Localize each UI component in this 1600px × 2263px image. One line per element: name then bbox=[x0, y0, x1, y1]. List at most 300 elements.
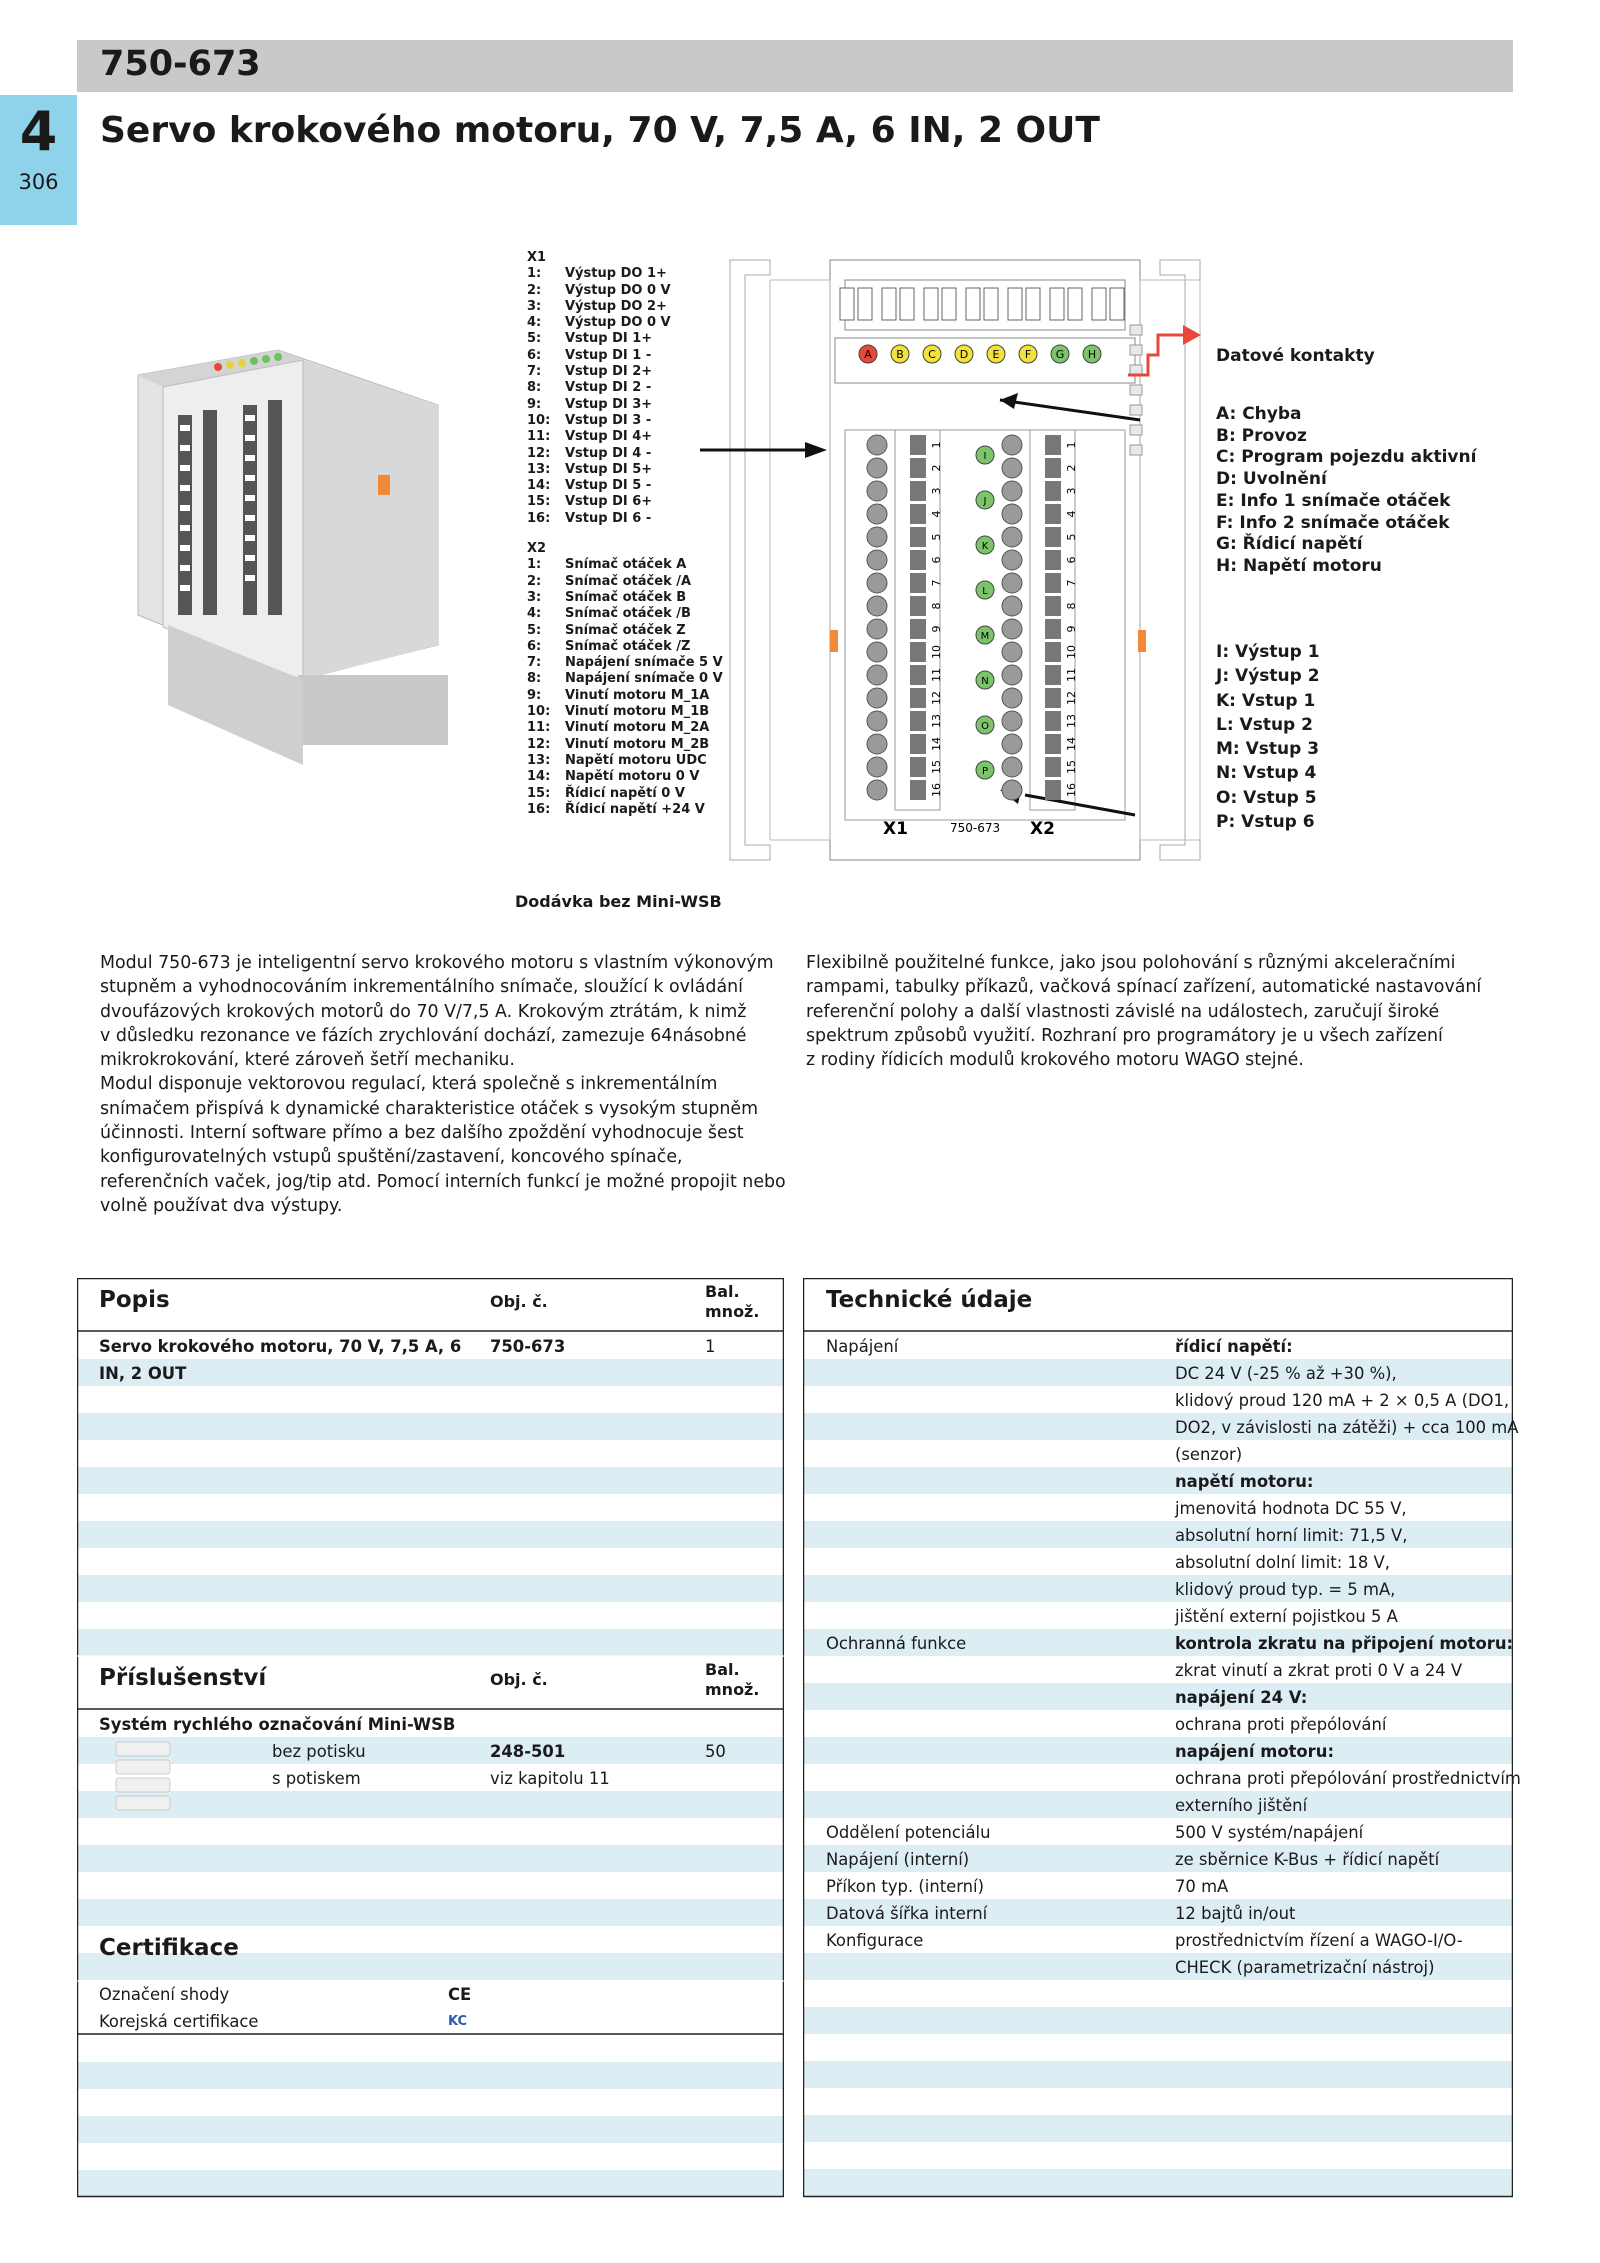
tech-value: DC 24 V (-25 % až +30 %), bbox=[1175, 1364, 1397, 1383]
terminal-x2-9 bbox=[1002, 619, 1022, 639]
pin-function: Vstup DI 1 - bbox=[565, 347, 652, 363]
tech-value: absolutní horní limit: 71,5 V, bbox=[1175, 1526, 1408, 1545]
led-legend-item-6: G: Řídicí napětí bbox=[1216, 534, 1363, 555]
table-row-bg bbox=[77, 1845, 784, 1872]
io-legend-item-4: M: Vstup 3 bbox=[1216, 739, 1320, 760]
table-row-bg bbox=[77, 1764, 784, 1791]
pin-number: 15: bbox=[527, 494, 551, 510]
terminal-x1-13 bbox=[867, 711, 887, 731]
tech-label: Napájení bbox=[826, 1337, 899, 1356]
accessory-label-1: s potiskem bbox=[272, 1769, 361, 1788]
x2-pin-13 bbox=[527, 753, 723, 769]
tech-value: klidový proud typ. = 5 mA, bbox=[1175, 1580, 1396, 1599]
table-row-bg bbox=[803, 1467, 1513, 1494]
pin-function: Snímač otáček A bbox=[565, 557, 687, 573]
table-row-bg bbox=[803, 1683, 1513, 1710]
pin-number: 8: bbox=[527, 380, 542, 396]
product-photo bbox=[108, 345, 476, 775]
body-text-left bbox=[100, 951, 790, 1218]
terminal-x2-1 bbox=[1002, 435, 1022, 455]
pin-function: Řídicí napětí 0 V bbox=[565, 785, 685, 801]
table-row-bg bbox=[77, 2143, 784, 2170]
body-right-line-2: referenční polohy a další vlastnosti závislé na událostech, zaručují široké bbox=[806, 1001, 1440, 1022]
terminal-lever bbox=[1045, 458, 1061, 478]
terminal-lever bbox=[1045, 435, 1061, 455]
pin-number: 14: bbox=[527, 769, 551, 785]
terminal-lever bbox=[1045, 596, 1061, 616]
pin-function: Vstup DI 2 - bbox=[565, 380, 652, 396]
pin-number: 15: bbox=[527, 785, 551, 801]
pin-function: Napětí motoru UDC bbox=[565, 752, 707, 768]
terminal-lever bbox=[910, 688, 926, 708]
body-right-line-3: spektrum způsobů využití. Rozhraní pro programátory je u všech zařízení bbox=[806, 1025, 1443, 1046]
terminal-x1-15 bbox=[867, 757, 887, 777]
pin-function: Vstup DI 5+ bbox=[565, 461, 653, 477]
tech-label: Ochranná funkce bbox=[826, 1634, 967, 1653]
led-label: C bbox=[928, 348, 936, 361]
body-left-line-4: mikrokrokování, které zároveň šetří mechaniku. bbox=[100, 1050, 515, 1071]
table-row-bg bbox=[77, 2089, 784, 2116]
x2-pin-10 bbox=[527, 704, 723, 720]
terminal-lever bbox=[1045, 688, 1061, 708]
tech-value: ochrana proti přepólování bbox=[1175, 1715, 1387, 1734]
pin-number: 6: bbox=[527, 347, 542, 363]
terminal-lever bbox=[910, 665, 926, 685]
pin-number: 12: bbox=[527, 445, 551, 461]
led-legend-item-1: B: Provoz bbox=[1216, 425, 1307, 446]
terminal-x2-14 bbox=[1002, 734, 1022, 754]
body-left-line-10: volně používat dva výstupy. bbox=[100, 1195, 343, 1216]
accessory-qty-0: 50 bbox=[705, 1742, 726, 1761]
x2-pin-3 bbox=[527, 590, 723, 606]
body-left-line-6: snímačem přispívá k dynamické charakteristice otáček s vysokým stupněm bbox=[100, 1098, 759, 1119]
pin-number: 7: bbox=[527, 655, 542, 671]
led-legend-item-4: E: Info 1 snímače otáček bbox=[1216, 490, 1451, 511]
terminal-lever bbox=[1045, 504, 1061, 524]
terminal-lever bbox=[910, 573, 926, 593]
pin-function: Vstup DI 1+ bbox=[565, 331, 653, 347]
body-text-right bbox=[806, 951, 1506, 1072]
pin-function: Napájení snímače 0 V bbox=[565, 671, 723, 687]
led-label: B bbox=[896, 348, 904, 361]
x1-pin-5 bbox=[527, 331, 723, 347]
body-left-line-0: Modul 750-673 je inteligentní servo krokového motoru s vlastním výkonovým bbox=[100, 953, 774, 973]
terminal-lever bbox=[910, 481, 926, 501]
terminal-x2-11 bbox=[1002, 665, 1022, 685]
io-led-label: L bbox=[982, 586, 988, 597]
x1-pin-13 bbox=[527, 462, 723, 478]
terminal-number: 10 bbox=[930, 645, 943, 659]
terminal-lever bbox=[1045, 734, 1061, 754]
pin-function: Vstup DI 3 - bbox=[565, 412, 652, 428]
mini-wsb-image bbox=[112, 1738, 174, 1818]
terminal-lever bbox=[1045, 527, 1061, 547]
body-left-line-1: stupněm a vyhodnocováním inkrementálního snímače, sloužící k ovládání bbox=[100, 977, 743, 998]
terminal-lever bbox=[1045, 780, 1061, 800]
terminal-number: 15 bbox=[1065, 760, 1078, 774]
tech-value: napájení motoru: bbox=[1175, 1742, 1334, 1761]
terminal-x1-12 bbox=[867, 688, 887, 708]
terminal-number: 15 bbox=[930, 760, 943, 774]
table-row-bg bbox=[77, 1629, 784, 1656]
io-legend-item-7: P: Vstup 6 bbox=[1216, 812, 1315, 833]
x2-title: X2 bbox=[527, 541, 547, 557]
pin-number: 11: bbox=[527, 720, 551, 736]
table-row-bg bbox=[77, 1548, 784, 1575]
led-legend-item-2: C: Program pojezdu aktivní bbox=[1216, 447, 1477, 468]
table-row-bg bbox=[803, 1602, 1513, 1629]
io-led-label: K bbox=[981, 541, 989, 552]
terminal-x1-2 bbox=[867, 458, 887, 478]
x1-pin-1 bbox=[527, 266, 723, 282]
tech-value: ze sběrnice K-Bus + řídicí napětí bbox=[1175, 1850, 1440, 1869]
tech-value: napájení 24 V: bbox=[1175, 1688, 1308, 1707]
popis-item-qty: 1 bbox=[705, 1337, 716, 1356]
page-number: 306 bbox=[18, 170, 59, 194]
x1-pin-4 bbox=[527, 315, 723, 331]
pin-function: Snímač otáček Z bbox=[565, 622, 686, 638]
terminal-lever bbox=[910, 504, 926, 524]
x1-pin-15 bbox=[527, 494, 723, 510]
terminal-lever bbox=[910, 550, 926, 570]
terminal-lever bbox=[910, 458, 926, 478]
table-row-bg bbox=[803, 1440, 1513, 1467]
popis-col-obj: Obj. č. bbox=[490, 1292, 548, 1311]
cert-label-1: Korejská certifikace bbox=[99, 2012, 259, 2031]
x2-pin-8 bbox=[527, 671, 723, 687]
pin-number: 9: bbox=[527, 687, 542, 703]
table-row-bg bbox=[803, 2007, 1513, 2034]
terminal-x1-5 bbox=[867, 527, 887, 547]
accessory-label-0: bez potisku bbox=[272, 1742, 366, 1761]
popis-item-line1: Servo krokového motoru, 70 V, 7,5 A, 6 bbox=[99, 1337, 462, 1356]
terminal-lever bbox=[910, 642, 926, 662]
certifikace-title: Certifikace bbox=[99, 1935, 239, 1961]
io-led-label: P bbox=[981, 766, 989, 777]
terminal-x2-5 bbox=[1002, 527, 1022, 547]
tech-value: externího jištění bbox=[1175, 1796, 1308, 1815]
led-label: D bbox=[959, 348, 969, 361]
data-contacts-label: Datové kontakty bbox=[1216, 346, 1375, 366]
pin-function: Vinutí motoru M_2A bbox=[565, 720, 710, 736]
table-row-bg bbox=[77, 2116, 784, 2143]
terminal-number: 2 bbox=[1065, 464, 1078, 472]
terminal-number: 16 bbox=[930, 783, 943, 797]
terminal-number: 8 bbox=[1065, 602, 1078, 610]
pin-number: 4: bbox=[527, 315, 542, 331]
left-table-bg bbox=[77, 1278, 784, 2198]
table-row-bg bbox=[77, 1872, 784, 1899]
terminal-number: 4 bbox=[930, 510, 943, 518]
pin-function: Výstup DO 2+ bbox=[565, 298, 667, 314]
table-row-bg bbox=[77, 2035, 784, 2062]
pin-number: 11: bbox=[527, 429, 551, 445]
io-legend-item-2: K: Vstup 1 bbox=[1216, 690, 1316, 711]
led-legend-item-0: A: Chyba bbox=[1216, 404, 1302, 424]
table-row-bg bbox=[803, 1791, 1513, 1818]
terminal-number: 11 bbox=[1065, 668, 1078, 682]
terminal-x1-11 bbox=[867, 665, 887, 685]
table-row-bg bbox=[77, 1791, 784, 1818]
terminal-number: 9 bbox=[930, 625, 943, 633]
pin-function: Vinutí motoru M_1B bbox=[565, 704, 710, 720]
x1-pin-9 bbox=[527, 397, 723, 413]
led-legend-item-7: H: Napětí motoru bbox=[1216, 555, 1382, 576]
tech-label: Datová šířka interní bbox=[826, 1904, 988, 1923]
terminal-lever bbox=[910, 757, 926, 777]
terminal-x2-6 bbox=[1002, 550, 1022, 570]
terminal-lever bbox=[910, 596, 926, 616]
tech-value: (senzor) bbox=[1175, 1445, 1243, 1464]
table-row-bg bbox=[803, 1575, 1513, 1602]
x1-pin-16 bbox=[527, 511, 723, 527]
pin-number: 12: bbox=[527, 736, 551, 752]
table-row-bg bbox=[803, 2088, 1513, 2115]
table-row-bg bbox=[803, 2169, 1513, 2196]
pin-number: 3: bbox=[527, 298, 542, 314]
io-legend-item-5: N: Vstup 4 bbox=[1216, 763, 1317, 784]
io-legend-item-0: I: Výstup 1 bbox=[1216, 642, 1320, 662]
terminal-lever bbox=[1045, 619, 1061, 639]
pin-function: Napájení snímače 5 V bbox=[565, 655, 723, 671]
io-legend-item-1: J: Výstup 2 bbox=[1216, 666, 1320, 687]
tech-value: jištění externí pojistkou 5 A bbox=[1175, 1607, 1398, 1626]
terminal-x1-10 bbox=[867, 642, 887, 662]
pin-number: 10: bbox=[527, 412, 551, 428]
table-row-bg bbox=[803, 2142, 1513, 2169]
pin-number: 16: bbox=[527, 801, 551, 817]
pin-number: 7: bbox=[527, 364, 542, 380]
table-row-bg bbox=[77, 1521, 784, 1548]
table-row-bg bbox=[77, 1386, 784, 1413]
table-row-bg bbox=[803, 2115, 1513, 2142]
terminal-x1-8 bbox=[867, 596, 887, 616]
terminal-x2-8 bbox=[1002, 596, 1022, 616]
tech-value: 12 bajtů in/out bbox=[1175, 1904, 1296, 1923]
pin-function: Výstup DO 0 V bbox=[565, 282, 671, 298]
pinout-list bbox=[527, 250, 723, 818]
terminal-number: 13 bbox=[1065, 714, 1078, 728]
accessory-code-1: viz kapitolu 11 bbox=[490, 1769, 610, 1788]
table-row-bg bbox=[77, 1440, 784, 1467]
terminal-number: 6 bbox=[930, 556, 943, 564]
terminal-number: 14 bbox=[930, 737, 943, 751]
prislusenstvi-col-bal: Bal. množ. bbox=[705, 1660, 760, 1699]
table-row-bg bbox=[77, 1467, 784, 1494]
terminal-x1-1 bbox=[867, 435, 887, 455]
tech-value: jmenovitá hodnota DC 55 V, bbox=[1175, 1499, 1407, 1518]
tech-label: Oddělení potenciálu bbox=[826, 1823, 991, 1842]
pin-number: 6: bbox=[527, 638, 542, 654]
table-row-bg bbox=[77, 1413, 784, 1440]
x2-label: X2 bbox=[1030, 819, 1055, 839]
tech-value: DO2, v závislosti na zátěži) + cca 100 mA bbox=[1175, 1418, 1519, 1437]
terminal-x1-3 bbox=[867, 481, 887, 501]
terminal-number: 10 bbox=[1065, 645, 1078, 659]
terminal-number: 5 bbox=[1065, 533, 1078, 541]
x1-pin-11 bbox=[527, 429, 723, 445]
tech-value: 70 mA bbox=[1175, 1877, 1229, 1896]
table-row-bg bbox=[77, 1494, 784, 1521]
tech-value: absolutní dolní limit: 18 V, bbox=[1175, 1553, 1390, 1572]
terminal-number: 13 bbox=[930, 714, 943, 728]
table-row-bg bbox=[77, 1602, 784, 1629]
model-label: 750-673 bbox=[950, 821, 1001, 835]
terminal-number: 1 bbox=[1065, 441, 1078, 449]
table-row-bg bbox=[803, 1737, 1513, 1764]
terminal-x2-16 bbox=[1002, 780, 1022, 800]
popis-item-line2: IN, 2 OUT bbox=[99, 1364, 187, 1383]
x1-pin-10 bbox=[527, 413, 723, 429]
led-label: F bbox=[1024, 348, 1032, 361]
x1-label: X1 bbox=[883, 819, 908, 839]
tech-value: prostřednictvím řízení a WAGO-I/O- bbox=[1175, 1931, 1463, 1950]
terminal-x1-16 bbox=[867, 780, 887, 800]
tech-value: řídicí napětí: bbox=[1175, 1337, 1293, 1356]
tech-value: klidový proud 120 mA + 2 × 0,5 A (DO1, bbox=[1175, 1391, 1510, 1410]
diagram-body bbox=[700, 260, 1201, 860]
pin-number: 13: bbox=[527, 752, 551, 768]
pin-function: Snímač otáček B bbox=[565, 589, 687, 605]
x1-pin-3 bbox=[527, 299, 723, 315]
pin-number: 9: bbox=[527, 396, 542, 412]
terminal-x1-7 bbox=[867, 573, 887, 593]
terminal-lever bbox=[1045, 481, 1061, 501]
body-right-line-0: Flexibilně použitelné funkce, jako jsou polohování s různými akceleračními bbox=[806, 953, 1456, 973]
terminal-number: 11 bbox=[930, 668, 943, 682]
popis-title: Popis bbox=[99, 1287, 170, 1313]
terminal-x2-4 bbox=[1002, 504, 1022, 524]
io-led-label: N bbox=[981, 676, 989, 687]
pin-function: Vinutí motoru M_2B bbox=[565, 736, 710, 752]
prislusenstvi-subtitle: Systém rychlého označování Mini-WSB bbox=[99, 1715, 456, 1734]
pin-function: Výstup DO 1+ bbox=[565, 266, 667, 282]
io-led-label: O bbox=[981, 721, 989, 732]
terminal-number: 12 bbox=[930, 691, 943, 705]
ce-mark-icon: CE bbox=[448, 1985, 472, 2004]
terminal-number: 3 bbox=[930, 487, 943, 495]
terminal-lever bbox=[910, 619, 926, 639]
x2-pin-16 bbox=[527, 802, 723, 818]
pin-number: 14: bbox=[527, 478, 551, 494]
body-left-line-2: dvoufázových krokových motorů do 70 V/7,5 A. Krokovým ztrátám, k nimž bbox=[100, 1001, 747, 1022]
photo-caption: Dodávka bez Mini-WSB bbox=[515, 892, 722, 911]
pin-number: 4: bbox=[527, 606, 542, 622]
pin-number: 2: bbox=[527, 282, 542, 298]
terminal-number: 3 bbox=[1065, 487, 1078, 495]
tech-title: Technické údaje bbox=[826, 1287, 1033, 1313]
led-label: A bbox=[864, 348, 872, 361]
terminal-lever bbox=[1045, 665, 1061, 685]
prislusenstvi-title: Příslušenství bbox=[99, 1665, 267, 1691]
pin-number: 2: bbox=[527, 573, 542, 589]
module-illustration bbox=[138, 350, 448, 765]
table-row-bg bbox=[803, 1548, 1513, 1575]
terminal-number: 9 bbox=[1065, 625, 1078, 633]
x1-pin-7 bbox=[527, 364, 723, 380]
tech-label: Příkon typ. (interní) bbox=[826, 1877, 985, 1896]
terminal-number: 12 bbox=[1065, 691, 1078, 705]
pin-number: 1: bbox=[527, 557, 542, 573]
accessory-code-0: 248-501 bbox=[490, 1742, 566, 1761]
x2-pin-5 bbox=[527, 623, 723, 639]
terminal-x2-10 bbox=[1002, 642, 1022, 662]
led-legend-item-5: F: Info 2 snímače otáček bbox=[1216, 512, 1450, 533]
table-row-bg bbox=[77, 2170, 784, 2197]
pin-number: 5: bbox=[527, 331, 542, 347]
tech-label: Napájení (interní) bbox=[826, 1850, 970, 1869]
io-legend bbox=[1216, 640, 1320, 834]
terminal-number: 16 bbox=[1065, 783, 1078, 797]
x2-pin-6 bbox=[527, 639, 723, 655]
terminal-number: 7 bbox=[930, 579, 943, 587]
pin-function: Snímač otáček /Z bbox=[565, 638, 691, 654]
x1-pin-14 bbox=[527, 478, 723, 494]
pin-function: Napětí motoru 0 V bbox=[565, 769, 700, 785]
body-left-line-8: konfigurovatelných vstupů spuštění/zastavení, koncového spínače, bbox=[100, 1147, 683, 1168]
terminal-lever bbox=[910, 435, 926, 455]
terminal-number: 5 bbox=[930, 533, 943, 541]
pin-number: 10: bbox=[527, 704, 551, 720]
body-right-line-4: z rodiny řídicích modulů krokového motoru WAGO stejné. bbox=[806, 1050, 1304, 1071]
led-legend bbox=[1216, 404, 1476, 578]
terminal-x2-2 bbox=[1002, 458, 1022, 478]
terminal-lever bbox=[910, 734, 926, 754]
body-right-line-1: rampami, tabulky příkazů, vačková spínací zařízení, automatické nastavování bbox=[806, 977, 1482, 998]
x2-pin-15 bbox=[527, 786, 723, 802]
x2-pin-7 bbox=[527, 655, 723, 671]
terminal-x2-13 bbox=[1002, 711, 1022, 731]
x1-pin-8 bbox=[527, 380, 723, 396]
terminal-number: 7 bbox=[1065, 579, 1078, 587]
pin-function: Vstup DI 6+ bbox=[565, 494, 653, 510]
io-led-label: M bbox=[980, 631, 990, 642]
product-title: Servo krokového motoru, 70 V, 7,5 A, 6 IN, 2 OUT bbox=[100, 110, 1100, 151]
terminal-number: 4 bbox=[1065, 510, 1078, 518]
x1-pin-6 bbox=[527, 348, 723, 364]
terminal-lever bbox=[1045, 711, 1061, 731]
table-row-bg bbox=[803, 1332, 1513, 1359]
table-row-bg bbox=[77, 2062, 784, 2089]
table-row-bg bbox=[803, 2061, 1513, 2088]
pin-function: Výstup DO 0 V bbox=[565, 315, 671, 331]
led-label: H bbox=[1087, 348, 1097, 361]
x2-pin-4 bbox=[527, 606, 723, 622]
pin-function: Vstup DI 5 - bbox=[565, 478, 652, 494]
terminal-number: 14 bbox=[1065, 737, 1078, 751]
x2-pin-2 bbox=[527, 574, 723, 590]
tech-label: Konfigurace bbox=[826, 1931, 924, 1950]
product-code: 750-673 bbox=[100, 44, 261, 84]
terminal-number: 1 bbox=[930, 441, 943, 449]
body-left-line-3: v důsledku rezonance ve fázích zrychlování dochází, zamezuje 64násobné bbox=[100, 1025, 747, 1046]
terminal-x2-7 bbox=[1002, 573, 1022, 593]
tech-value: napětí motoru: bbox=[1175, 1472, 1314, 1491]
pin-number: 5: bbox=[527, 622, 542, 638]
table-row-bg bbox=[77, 1899, 784, 1926]
io-legend-item-3: L: Vstup 2 bbox=[1216, 714, 1313, 735]
terminal-number: 2 bbox=[930, 464, 943, 472]
table-row-bg bbox=[77, 1575, 784, 1602]
pin-function: Vstup DI 4+ bbox=[565, 429, 653, 445]
io-legend-item-6: O: Vstup 5 bbox=[1216, 787, 1317, 808]
terminal-x2-3 bbox=[1002, 481, 1022, 501]
x1-pin-2 bbox=[527, 283, 723, 299]
pin-number: 3: bbox=[527, 589, 542, 605]
table-row-bg bbox=[77, 1737, 784, 1764]
pin-function: Řídicí napětí +24 V bbox=[565, 801, 705, 817]
io-led-label: I bbox=[983, 451, 987, 462]
